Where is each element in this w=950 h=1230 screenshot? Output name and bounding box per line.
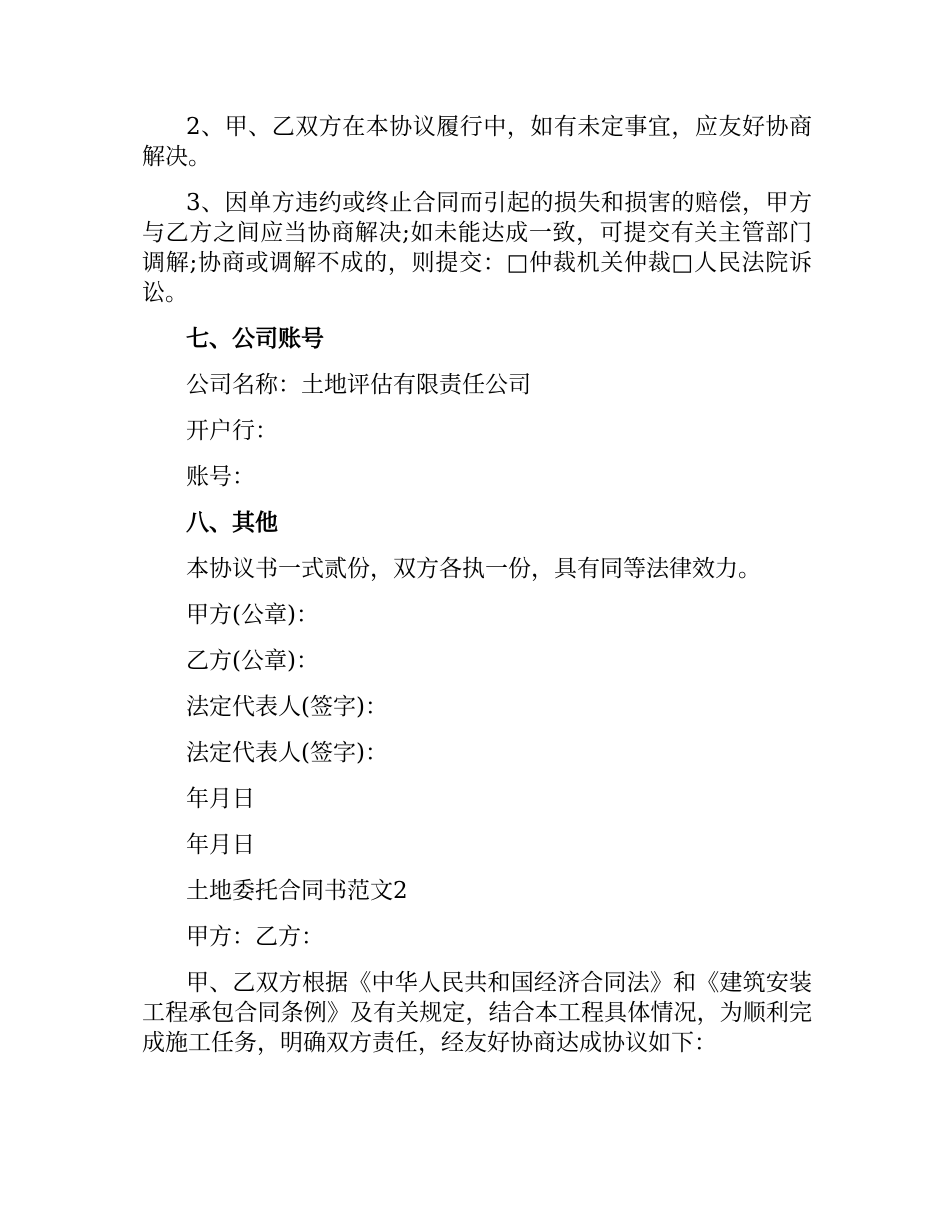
spacer bbox=[142, 768, 812, 784]
party-a-seal: 甲方(公章)： bbox=[186, 602, 319, 628]
document-page bbox=[142, 112, 812, 1058]
section-7-heading: 七、公司账号 bbox=[186, 326, 324, 352]
copies-statement: 本协议书一式贰份，双方各执一份，具有同等法律效力。 bbox=[186, 556, 761, 582]
clause-3: 3、因单方违约或终止合同而引起的损失和损害的赔偿，甲方与乙方之间应当协商解决;如未能达成一致，可提交有关主管部门调解;协商或调解不成的，则提交：□仲裁机关仲裁□人民法院诉讼。 bbox=[142, 190, 812, 306]
sample-2-title: 土地委托合同书范文2 bbox=[186, 878, 408, 904]
spacer bbox=[142, 676, 812, 692]
section-8-heading: 八、其他 bbox=[186, 510, 278, 536]
spacer bbox=[142, 400, 812, 416]
legal-rep-2: 法定代表人(签字)： bbox=[186, 740, 388, 766]
spacer bbox=[142, 492, 812, 508]
party-b-seal: 乙方(公章)： bbox=[186, 648, 319, 674]
spacer bbox=[142, 630, 812, 646]
spacer bbox=[142, 814, 812, 830]
spacer bbox=[142, 860, 812, 876]
spacer bbox=[142, 172, 812, 188]
spacer bbox=[142, 308, 812, 324]
legal-rep-1: 法定代表人(签字)： bbox=[186, 694, 388, 720]
spacer bbox=[142, 538, 812, 554]
date-2: 年月日 bbox=[186, 832, 255, 858]
spacer bbox=[142, 722, 812, 738]
spacer bbox=[142, 952, 812, 968]
spacer bbox=[142, 354, 812, 370]
clause-2: 2、甲、乙双方在本协议履行中，如有未定事宜，应友好协商解决。 bbox=[142, 114, 812, 170]
company-name: 公司名称：土地评估有限责任公司 bbox=[186, 372, 531, 398]
parties-line: 甲方：乙方： bbox=[186, 924, 324, 950]
spacer bbox=[142, 446, 812, 462]
intro-paragraph: 甲、乙双方根据《中华人民共和国经济合同法》和《建筑安装工程承包合同条例》及有关规定，结合本工程具体情况，为顺利完成施工任务，明确双方责任，经友好协商达成协议如下： bbox=[142, 970, 812, 1056]
account-line: 账号： bbox=[186, 464, 255, 490]
bank-line: 开户行： bbox=[186, 418, 278, 444]
spacer bbox=[142, 906, 812, 922]
date-1: 年月日 bbox=[186, 786, 255, 812]
spacer bbox=[142, 584, 812, 600]
